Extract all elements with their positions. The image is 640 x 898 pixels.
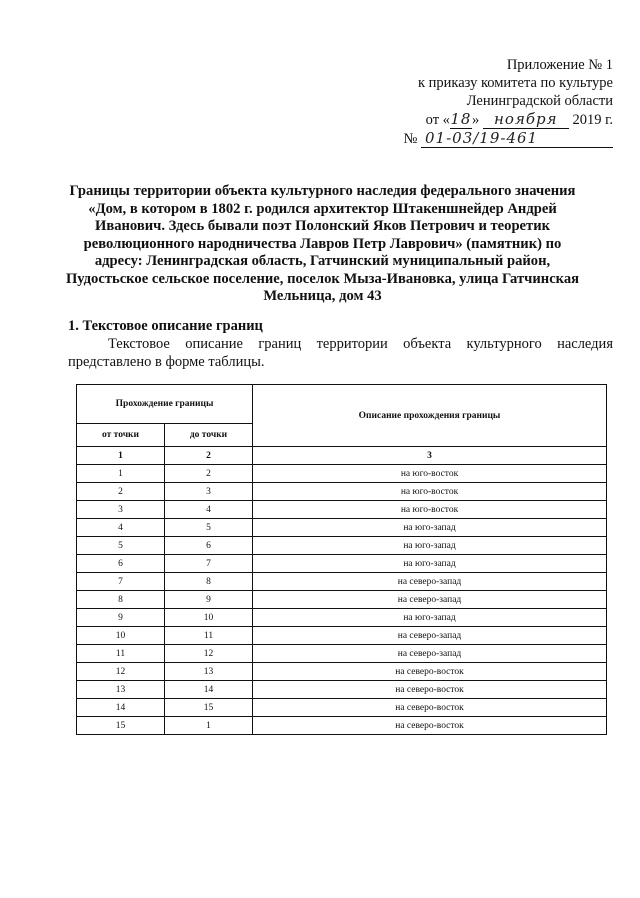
from-point-cell: 14 <box>77 699 165 717</box>
date-prefix: от « <box>425 112 450 128</box>
table-row <box>77 699 607 717</box>
to-point-cell: 9 <box>165 591 253 609</box>
to-point-cell: 8 <box>165 573 253 591</box>
to-point-cell: 11 <box>165 627 253 645</box>
to-point-cell: 3 <box>165 483 253 501</box>
table-row <box>77 591 607 609</box>
from-point-cell: 4 <box>77 519 165 537</box>
from-point-cell: 12 <box>77 663 165 681</box>
table-row <box>77 627 607 645</box>
section-heading: 1. Текстовое описание границ <box>68 318 263 334</box>
column-number-row <box>77 447 607 465</box>
to-point-cell: 10 <box>165 609 253 627</box>
direction-cell: на северо-восток <box>253 663 607 681</box>
column-number: 1 <box>77 447 165 465</box>
direction-cell: на северо-запад <box>253 645 607 663</box>
direction-cell: на северо-восток <box>253 699 607 717</box>
date-month: ноября <box>483 110 569 129</box>
table-row <box>77 555 607 573</box>
annex-order-ref: к приказу комитета по культуре <box>417 75 613 91</box>
from-point-cell: 11 <box>77 645 165 663</box>
direction-cell: на северо-восток <box>253 681 607 699</box>
to-point-cell: 15 <box>165 699 253 717</box>
table-row <box>77 519 607 537</box>
from-point-cell: 13 <box>77 681 165 699</box>
table-body <box>77 447 607 735</box>
from-point-cell: 1 <box>77 465 165 483</box>
table-row <box>77 609 607 627</box>
direction-cell: на юго-восток <box>253 483 607 501</box>
date-day: 18 <box>450 110 472 128</box>
direction-cell: на юго-запад <box>253 537 607 555</box>
direction-cell: на юго-запад <box>253 609 607 627</box>
to-point-cell: 2 <box>165 465 253 483</box>
from-point-cell: 3 <box>77 501 165 519</box>
annex-region: Ленинградской области <box>466 93 613 109</box>
document-title: Границы территории объекта культурного наследия федерального значения «Дом, в котором в 1802 г. родился архитектор Штакеншнейдер Андрей Иванович. Здесь бывали поэт Полонский Яков Петрович и теоретик революционного народничества Лавров Петр Лаврович» (памятник) по адресу: Ленинградская область, Гатчинский муниципальный район, Пудостьское сельское поселение, поселок Мыза-Ивановка, улица Гатчинская Мельница, дом 43 <box>65 183 580 304</box>
table-row <box>77 465 607 483</box>
to-point-cell: 5 <box>165 519 253 537</box>
group-header: Прохождение границы <box>77 385 253 424</box>
from-point-cell: 8 <box>77 591 165 609</box>
table-row <box>77 645 607 663</box>
boundary-table <box>76 384 607 735</box>
to-point-cell: 6 <box>165 537 253 555</box>
number-value: 01-03/19-461 <box>421 129 613 148</box>
direction-cell: на северо-запад <box>253 591 607 609</box>
table-row <box>77 537 607 555</box>
table-row <box>77 501 607 519</box>
table-row <box>77 483 607 501</box>
to-point-cell: 12 <box>165 645 253 663</box>
annex-header <box>383 56 613 148</box>
direction-cell: на северо-запад <box>253 573 607 591</box>
direction-cell: на северо-восток <box>253 717 607 735</box>
from-point-header: от точки <box>77 424 165 447</box>
from-point-cell: 2 <box>77 483 165 501</box>
direction-cell: на юго-запад <box>253 519 607 537</box>
from-point-cell: 5 <box>77 537 165 555</box>
annex-number <box>383 129 613 148</box>
annex-date <box>383 110 613 129</box>
table-row <box>77 717 607 735</box>
direction-cell: на юго-восток <box>253 465 607 483</box>
date-year: 2019 г. <box>572 112 613 128</box>
to-point-cell: 13 <box>165 663 253 681</box>
table-row <box>77 663 607 681</box>
from-point-cell: 10 <box>77 627 165 645</box>
to-point-cell: 4 <box>165 501 253 519</box>
to-point-cell: 14 <box>165 681 253 699</box>
section-text: Текстовое описание границ территории объекта культурного наследия представлено в форме таблицы. <box>68 336 613 370</box>
number-prefix: № <box>403 131 418 147</box>
to-point-header: до точки <box>165 424 253 447</box>
from-point-cell: 7 <box>77 573 165 591</box>
table-row <box>77 681 607 699</box>
direction-cell: на северо-запад <box>253 627 607 645</box>
to-point-cell: 7 <box>165 555 253 573</box>
to-point-cell: 1 <box>165 717 253 735</box>
direction-cell: на юго-запад <box>253 555 607 573</box>
column-number: 3 <box>253 447 607 465</box>
annex-title: Приложение № 1 <box>506 57 613 73</box>
date-mid: » <box>471 112 480 128</box>
from-point-cell: 9 <box>77 609 165 627</box>
column-number: 2 <box>165 447 253 465</box>
direction-cell: на юго-восток <box>253 501 607 519</box>
from-point-cell: 6 <box>77 555 165 573</box>
table-row <box>77 573 607 591</box>
from-point-cell: 15 <box>77 717 165 735</box>
description-header: Описание прохождения границы <box>253 385 607 447</box>
